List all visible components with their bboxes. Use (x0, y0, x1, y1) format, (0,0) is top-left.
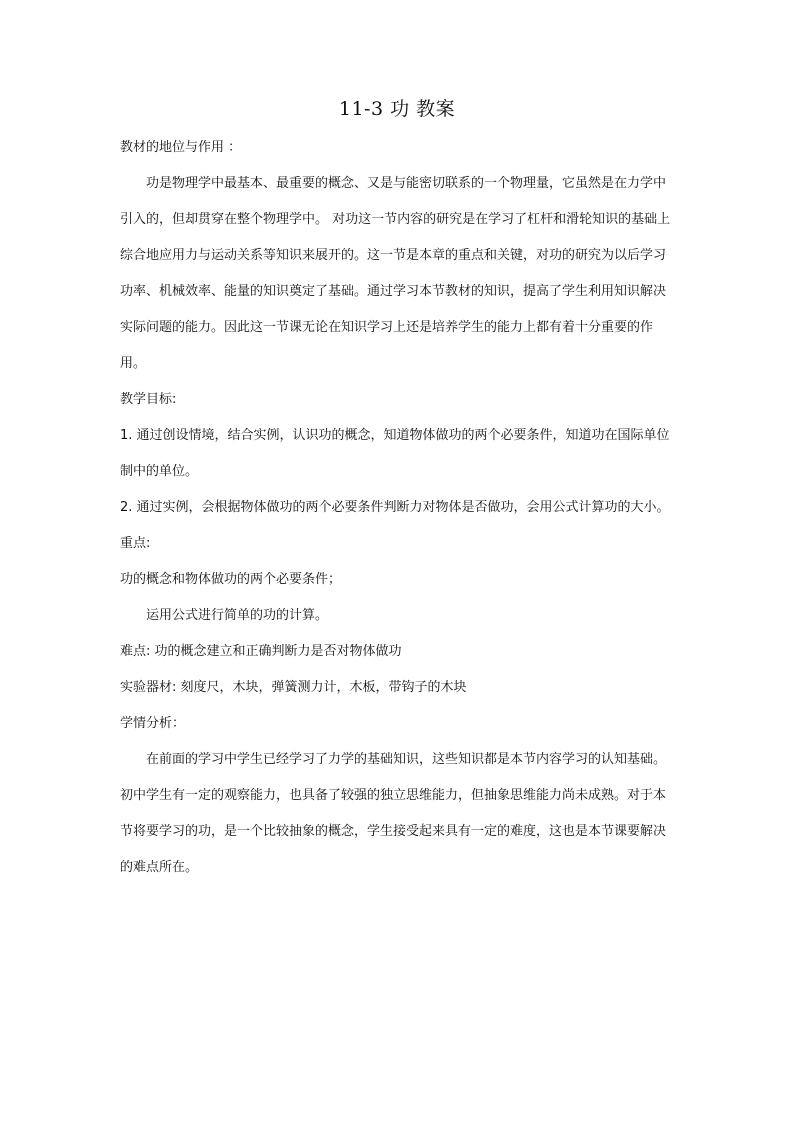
paragraph-key-1: 功的概念和物体做功的两个必要条件； (120, 572, 342, 587)
document-title: 11-3 功 教案 (338, 98, 456, 120)
paragraph-equipment: 实验器材: 刻度尺，木块，弹簧测力计，木板，带钩子的木块 (120, 680, 467, 695)
paragraph-key-2: 运用公式进行简单的功的计算。 (146, 608, 329, 623)
paragraph-goal-2: 2. 通过实例，会根据物体做功的两个必要条件判断力对物体是否做功，会用公式计算功的大小。 (120, 500, 670, 515)
paragraph-material-body: 功是物理学中最基本、最重要的概念、又是与能密切联系的一个物理量，它虽然是在力学中引入的，但却贯穿在整个物理学中。 对功这一节内容的研究是在学习了杠杆和滑轮知识的基础上综合地应用力与运动关系等知识来展开的。这一节是本章的重点和关键，对功的研究为以后学习功率、机械效率、能量的知识奠定了基础。通过学习本节教材的知识，提高了学生利用知识解决实际问题的能力。因此这一节课无论在知识学习上还是培养学生的能力上都有着十分重要的作用。 (120, 176, 671, 371)
section-heading-key: 重点: (120, 536, 151, 551)
section-heading-analysis: 学情分析： (120, 716, 186, 731)
section-heading-goals: 教学目标: (120, 392, 177, 407)
paragraph-goal-1: 1. 通过创设情境，结合实例，认识功的概念，知道物体做功的两个必要条件，知道功在国际单位制中的单位。 (120, 428, 670, 479)
paragraph-difficulty: 难点: 功的概念建立和正确判断力是否对物体做功 (120, 644, 402, 659)
document-body (120, 130, 678, 886)
paragraph-analysis-body: 在前面的学习中学生已经学习了力学的基础知识，这些知识都是本节内容学习的认知基础。初中学生有一定的观察能力，也具备了较强的独立思维能力，但抽象思维能力尚未成熟。对于本节将要学习的功，是一个比较抽象的概念，学生接受起来具有一定的难度，这也是本节课要解决的难点所在。 (120, 752, 667, 875)
section-heading-material: 教材的地位与作用 ： (120, 140, 242, 155)
